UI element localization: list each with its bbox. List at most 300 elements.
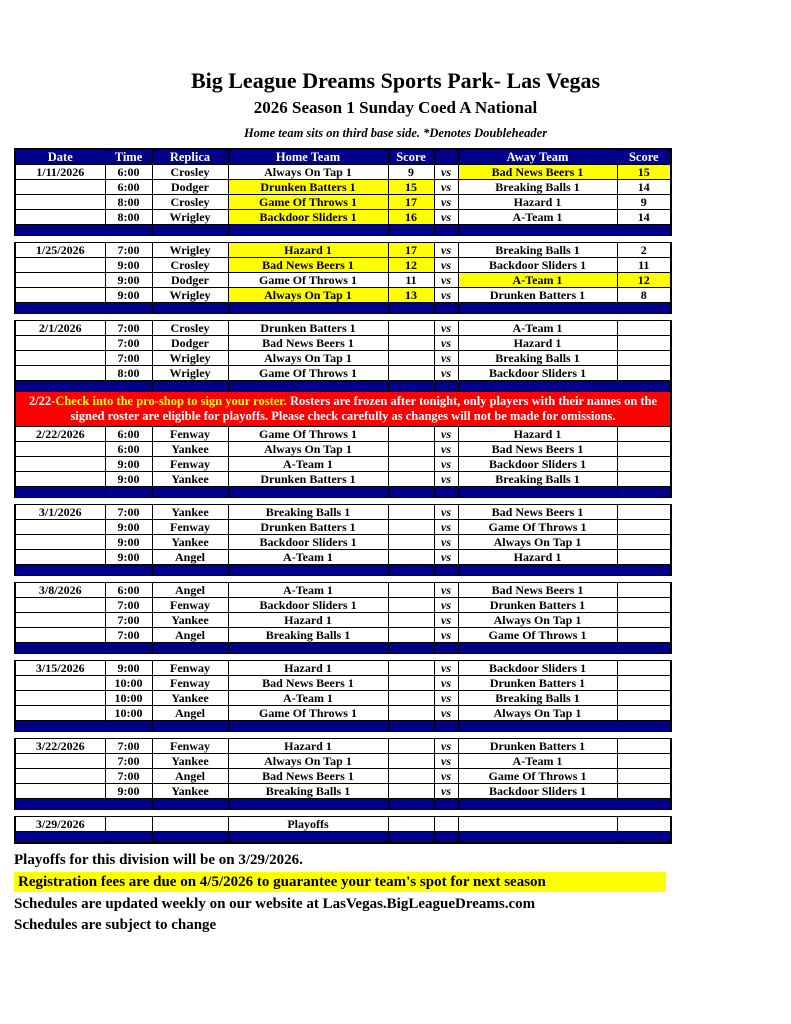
home-team-cell: Breaking Balls 1 [228, 784, 388, 799]
time-cell: 9:00 [105, 520, 152, 535]
away-score-cell [617, 321, 671, 336]
away-team-cell: Hazard 1 [458, 195, 617, 210]
roster-notice-cell [15, 392, 671, 427]
separator-cell [152, 225, 228, 236]
away-team-cell: A-Team 1 [458, 273, 617, 288]
home-team-cell: Bad News Beers 1 [228, 676, 388, 691]
away-score-cell [617, 628, 671, 643]
replica-cell: Wrigley [152, 351, 228, 366]
gap-row [15, 810, 671, 817]
page-footer [0, 851, 791, 934]
away-team-cell: Game Of Throws 1 [458, 628, 617, 643]
separator-row [15, 565, 671, 576]
home-score-cell [388, 321, 434, 336]
away-team-cell: Bad News Beers 1 [458, 583, 617, 598]
home-score-cell [388, 336, 434, 351]
away-team-cell: Bad News Beers 1 [458, 165, 617, 180]
away-team-cell: Backdoor Sliders 1 [458, 258, 617, 273]
separator-row [15, 487, 671, 498]
time-cell: 7:00 [105, 739, 152, 754]
vs-cell: vs [434, 661, 458, 676]
separator-cell [228, 487, 388, 498]
vs-cell [434, 817, 458, 832]
game-row [15, 165, 671, 180]
date-cell [15, 210, 105, 225]
time-cell [105, 817, 152, 832]
replica-cell: Dodger [152, 336, 228, 351]
away-team-cell: Bad News Beers 1 [458, 505, 617, 520]
vs-cell: vs [434, 273, 458, 288]
time-cell: 6:00 [105, 180, 152, 195]
date-cell [15, 195, 105, 210]
away-team-cell: Breaking Balls 1 [458, 243, 617, 258]
away-team-cell: Bad News Beers 1 [458, 442, 617, 457]
away-score-cell [617, 613, 671, 628]
home-score-cell: 11 [388, 273, 434, 288]
separator-row [15, 225, 671, 236]
time-cell: 9:00 [105, 258, 152, 273]
away-score-cell: 12 [617, 273, 671, 288]
replica-cell: Wrigley [152, 243, 228, 258]
separator-cell [228, 381, 388, 392]
away-team-cell: Breaking Balls 1 [458, 351, 617, 366]
vs-cell: vs [434, 210, 458, 225]
separator-cell [152, 381, 228, 392]
home-team-cell: A-Team 1 [228, 583, 388, 598]
separator-cell [105, 799, 152, 810]
game-row [15, 784, 671, 799]
away-score-cell [617, 754, 671, 769]
replica-cell [152, 817, 228, 832]
home-team-cell: Hazard 1 [228, 613, 388, 628]
game-row [15, 288, 671, 303]
home-score-cell: 12 [388, 258, 434, 273]
date-cell [15, 520, 105, 535]
gap-cell [15, 732, 671, 739]
separator-cell [388, 303, 434, 314]
separator-cell [458, 721, 617, 732]
game-row [15, 613, 671, 628]
separator-cell [458, 565, 617, 576]
separator-cell [617, 721, 671, 732]
home-score-cell [388, 366, 434, 381]
separator-cell [388, 832, 434, 844]
game-row [15, 550, 671, 565]
separator-cell [388, 721, 434, 732]
replica-cell: Angel [152, 769, 228, 784]
away-score-cell [617, 661, 671, 676]
gap-cell [15, 576, 671, 583]
home-team-cell: Game Of Throws 1 [228, 427, 388, 442]
away-score-cell [617, 505, 671, 520]
away-score-cell [617, 598, 671, 613]
home-team-cell: A-Team 1 [228, 550, 388, 565]
away-score-cell [617, 817, 671, 832]
separator-row [15, 832, 671, 844]
game-row [15, 210, 671, 225]
vs-cell: vs [434, 769, 458, 784]
replica-cell: Yankee [152, 784, 228, 799]
home-team-cell: Always On Tap 1 [228, 288, 388, 303]
home-team-cell: Game Of Throws 1 [228, 706, 388, 721]
notice-rest: . Rosters are frozen after tonight, only players with their names on the signed roster are eligible for playoffs. Please check carefully as changes will not be made for omissions. [70, 394, 658, 423]
separator-cell [458, 381, 617, 392]
game-row [15, 336, 671, 351]
away-score-cell [617, 583, 671, 598]
away-team-cell: A-Team 1 [458, 210, 617, 225]
page-title: Big League Dreams Sports Park- Las Vegas [190, 68, 601, 93]
separator-cell [617, 643, 671, 654]
away-score-cell [617, 427, 671, 442]
separator-cell [388, 565, 434, 576]
separator-cell [228, 225, 388, 236]
separator-cell [228, 643, 388, 654]
time-cell: 9:00 [105, 457, 152, 472]
separator-row [15, 643, 671, 654]
header-cell: Date [15, 149, 105, 165]
date-cell [15, 550, 105, 565]
vs-cell: vs [434, 739, 458, 754]
vs-cell: vs [434, 784, 458, 799]
game-row [15, 754, 671, 769]
header-vs-cell [434, 149, 458, 165]
separator-cell [152, 303, 228, 314]
replica-cell: Dodger [152, 273, 228, 288]
time-cell: 8:00 [105, 195, 152, 210]
date-cell [15, 273, 105, 288]
home-team-cell: Bad News Beers 1 [228, 258, 388, 273]
time-cell: 9:00 [105, 472, 152, 487]
date-cell [15, 535, 105, 550]
home-team-cell: Always On Tap 1 [228, 165, 388, 180]
separator-cell [434, 487, 458, 498]
away-team-cell: Breaking Balls 1 [458, 472, 617, 487]
away-team-cell: Backdoor Sliders 1 [458, 366, 617, 381]
schedule-table-body [15, 149, 671, 843]
home-score-cell [388, 520, 434, 535]
game-row [15, 535, 671, 550]
time-cell: 7:00 [105, 321, 152, 336]
vs-cell: vs [434, 288, 458, 303]
page-header [0, 0, 791, 140]
replica-cell: Angel [152, 628, 228, 643]
home-team-cell: Drunken Batters 1 [228, 520, 388, 535]
home-team-cell: Game Of Throws 1 [228, 195, 388, 210]
registration-note: Registration fees are due on 4/5/2026 to guarantee your team's spot for next season [14, 872, 666, 892]
date-cell [15, 598, 105, 613]
gap-row [15, 498, 671, 505]
away-team-cell: Hazard 1 [458, 550, 617, 565]
separator-cell [152, 832, 228, 844]
away-score-cell [617, 472, 671, 487]
away-team-cell: Game Of Throws 1 [458, 769, 617, 784]
home-score-cell: 15 [388, 180, 434, 195]
gap-row [15, 654, 671, 661]
header-cell: Score [388, 149, 434, 165]
separator-row [15, 799, 671, 810]
replica-cell: Yankee [152, 442, 228, 457]
time-cell: 6:00 [105, 583, 152, 598]
away-team-cell: Backdoor Sliders 1 [458, 457, 617, 472]
time-cell: 7:00 [105, 769, 152, 784]
separator-cell [15, 381, 105, 392]
away-score-cell: 11 [617, 258, 671, 273]
replica-cell: Yankee [152, 505, 228, 520]
away-score-cell [617, 520, 671, 535]
home-score-cell [388, 598, 434, 613]
separator-cell [434, 225, 458, 236]
game-row [15, 366, 671, 381]
gap-cell [15, 810, 671, 817]
home-score-cell: 17 [388, 195, 434, 210]
date-cell [15, 691, 105, 706]
home-team-cell: Drunken Batters 1 [228, 472, 388, 487]
replica-cell: Yankee [152, 691, 228, 706]
home-score-cell [388, 661, 434, 676]
date-cell: 3/8/2026 [15, 583, 105, 598]
replica-cell: Angel [152, 550, 228, 565]
date-cell: 3/22/2026 [15, 739, 105, 754]
home-score-cell [388, 583, 434, 598]
separator-cell [617, 799, 671, 810]
home-score-cell: 9 [388, 165, 434, 180]
replica-cell: Fenway [152, 676, 228, 691]
playoffs-row [15, 817, 671, 832]
time-cell: 7:00 [105, 613, 152, 628]
date-cell [15, 613, 105, 628]
separator-cell [617, 565, 671, 576]
replica-cell: Yankee [152, 472, 228, 487]
date-cell [15, 628, 105, 643]
home-team-cell: Hazard 1 [228, 661, 388, 676]
away-score-cell [617, 366, 671, 381]
away-team-cell: Game Of Throws 1 [458, 520, 617, 535]
home-team-cell: Backdoor Sliders 1 [228, 535, 388, 550]
gap-row [15, 314, 671, 321]
game-row [15, 273, 671, 288]
home-score-cell [388, 535, 434, 550]
away-score-cell [617, 739, 671, 754]
header-cell: Time [105, 149, 152, 165]
separator-cell [388, 487, 434, 498]
separator-cell [152, 487, 228, 498]
separator-cell [105, 303, 152, 314]
game-row [15, 628, 671, 643]
away-score-cell: 2 [617, 243, 671, 258]
home-score-cell [388, 427, 434, 442]
time-cell: 9:00 [105, 550, 152, 565]
date-cell [15, 769, 105, 784]
replica-cell: Angel [152, 583, 228, 598]
separator-cell [152, 565, 228, 576]
separator-cell [458, 303, 617, 314]
away-score-cell [617, 550, 671, 565]
home-team-cell: Drunken Batters 1 [228, 180, 388, 195]
separator-cell [228, 565, 388, 576]
time-cell: 8:00 [105, 210, 152, 225]
separator-cell [458, 487, 617, 498]
game-row [15, 472, 671, 487]
home-team-cell: Game Of Throws 1 [228, 273, 388, 288]
separator-cell [105, 832, 152, 844]
vs-cell: vs [434, 520, 458, 535]
schedule-table [14, 148, 672, 844]
away-score-cell [617, 351, 671, 366]
date-cell: 3/15/2026 [15, 661, 105, 676]
game-row [15, 442, 671, 457]
home-team-cell: Bad News Beers 1 [228, 769, 388, 784]
separator-cell [434, 799, 458, 810]
home-team-cell: Game Of Throws 1 [228, 366, 388, 381]
away-team-cell: Backdoor Sliders 1 [458, 661, 617, 676]
replica-cell: Dodger [152, 180, 228, 195]
away-team-cell: Always On Tap 1 [458, 613, 617, 628]
separator-cell [152, 799, 228, 810]
time-cell: 7:00 [105, 505, 152, 520]
header-cell: Away Team [458, 149, 617, 165]
home-score-cell [388, 817, 434, 832]
vs-cell: vs [434, 535, 458, 550]
date-cell: 2/1/2026 [15, 321, 105, 336]
away-team-cell: Breaking Balls 1 [458, 180, 617, 195]
time-cell: 7:00 [105, 351, 152, 366]
replica-cell: Fenway [152, 520, 228, 535]
vs-cell: vs [434, 442, 458, 457]
vs-cell: vs [434, 336, 458, 351]
separator-cell [15, 225, 105, 236]
home-team-cell: Always On Tap 1 [228, 442, 388, 457]
away-score-cell [617, 676, 671, 691]
home-score-cell: 13 [388, 288, 434, 303]
home-team-cell: Drunken Batters 1 [228, 321, 388, 336]
home-score-cell [388, 628, 434, 643]
home-team-cell: Bad News Beers 1 [228, 336, 388, 351]
replica-cell: Crosley [152, 165, 228, 180]
separator-cell [105, 381, 152, 392]
separator-cell [15, 303, 105, 314]
replica-cell: Fenway [152, 427, 228, 442]
separator-cell [15, 799, 105, 810]
header-cell: Replica [152, 149, 228, 165]
game-row [15, 427, 671, 442]
notice-highlight: Check into the pro-shop to sign your roster [55, 394, 284, 408]
away-score-cell: 14 [617, 180, 671, 195]
replica-cell: Yankee [152, 754, 228, 769]
separator-row [15, 303, 671, 314]
page-subtitle: 2026 Season 1 Sunday Coed A National [253, 98, 538, 117]
separator-cell [228, 303, 388, 314]
playoffs-note: Playoffs for this division will be on 3/29/2026. [14, 852, 303, 868]
time-cell: 10:00 [105, 706, 152, 721]
home-team-cell: Playoffs [228, 817, 388, 832]
date-cell: 1/11/2026 [15, 165, 105, 180]
separator-cell [15, 565, 105, 576]
game-row [15, 598, 671, 613]
separator-cell [434, 303, 458, 314]
vs-cell: vs [434, 613, 458, 628]
separator-cell [458, 832, 617, 844]
page-note: Home team sits on third base side. *Denotes Doubleheader [243, 126, 548, 140]
game-row [15, 676, 671, 691]
home-score-cell [388, 613, 434, 628]
away-team-cell: Breaking Balls 1 [458, 691, 617, 706]
time-cell: 6:00 [105, 427, 152, 442]
separator-cell [228, 832, 388, 844]
date-cell: 1/25/2026 [15, 243, 105, 258]
subject-to-change-note: Schedules are subject to change [14, 917, 217, 933]
website-note: Schedules are updated weekly on our website at LasVegas.BigLeagueDreams.com [14, 896, 536, 912]
time-cell: 7:00 [105, 243, 152, 258]
home-score-cell [388, 442, 434, 457]
away-score-cell: 8 [617, 288, 671, 303]
separator-cell [434, 721, 458, 732]
away-team-cell [458, 817, 617, 832]
away-score-cell [617, 442, 671, 457]
date-cell [15, 442, 105, 457]
separator-row [15, 721, 671, 732]
home-team-cell: Backdoor Sliders 1 [228, 210, 388, 225]
separator-cell [434, 832, 458, 844]
gap-row [15, 576, 671, 583]
home-team-cell: Breaking Balls 1 [228, 628, 388, 643]
notice-prefix: 2/22- [28, 394, 56, 408]
game-row [15, 457, 671, 472]
header-cell: Score [617, 149, 671, 165]
away-team-cell: Hazard 1 [458, 427, 617, 442]
date-cell [15, 366, 105, 381]
time-cell: 7:00 [105, 336, 152, 351]
away-team-cell: Drunken Batters 1 [458, 598, 617, 613]
away-team-cell: Backdoor Sliders 1 [458, 784, 617, 799]
separator-cell [105, 225, 152, 236]
home-score-cell [388, 472, 434, 487]
time-cell: 6:00 [105, 165, 152, 180]
date-cell [15, 288, 105, 303]
home-score-cell [388, 769, 434, 784]
game-row [15, 691, 671, 706]
vs-cell: vs [434, 366, 458, 381]
home-score-cell [388, 691, 434, 706]
separator-cell [228, 721, 388, 732]
game-row [15, 351, 671, 366]
separator-cell [105, 721, 152, 732]
vs-cell: vs [434, 243, 458, 258]
replica-cell: Fenway [152, 661, 228, 676]
date-cell: 2/22/2026 [15, 427, 105, 442]
vs-cell: vs [434, 165, 458, 180]
date-cell: 3/29/2026 [15, 817, 105, 832]
home-score-cell [388, 676, 434, 691]
home-score-cell [388, 706, 434, 721]
separator-cell [434, 565, 458, 576]
away-team-cell: Drunken Batters 1 [458, 288, 617, 303]
vs-cell: vs [434, 628, 458, 643]
separator-cell [15, 487, 105, 498]
home-score-cell [388, 351, 434, 366]
vs-cell: vs [434, 691, 458, 706]
separator-cell [388, 381, 434, 392]
replica-cell: Angel [152, 706, 228, 721]
separator-cell [617, 225, 671, 236]
game-row [15, 739, 671, 754]
away-team-cell: Drunken Batters 1 [458, 676, 617, 691]
away-team-cell: Drunken Batters 1 [458, 739, 617, 754]
separator-cell [388, 225, 434, 236]
date-cell [15, 706, 105, 721]
vs-cell: vs [434, 550, 458, 565]
date-cell [15, 258, 105, 273]
separator-cell [105, 565, 152, 576]
